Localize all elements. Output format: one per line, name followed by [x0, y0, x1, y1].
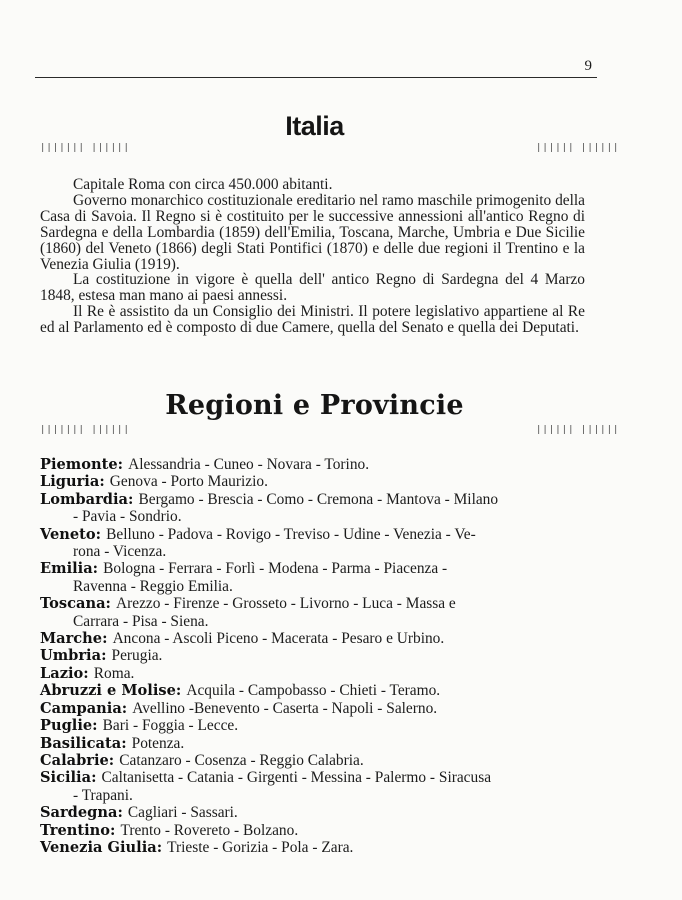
- region-colon: :: [117, 456, 129, 473]
- region-colon: :: [110, 821, 121, 839]
- region-name: Marche: [40, 630, 103, 648]
- header-rule: [35, 77, 597, 78]
- region-entry: [40, 769, 590, 804]
- provinces-text: Potenza.: [131, 734, 185, 752]
- region-name: Venezia Giulia: [40, 838, 157, 856]
- region-name: Veneto: [40, 525, 96, 543]
- region-entry: [40, 491, 590, 526]
- region-name: Sardegna: [40, 804, 118, 822]
- paragraph: Il Re è assistito da un Consiglio dei Ministri. Il potere legislativo appartiene al Re ed al Parlamento ed è composto di due Camere, quella del Senato e quella dei Deputati.: [40, 303, 585, 337]
- region-entry: [40, 735, 590, 752]
- region-colon: :: [92, 717, 103, 735]
- region-entry: [40, 456, 590, 473]
- region-entry: [40, 526, 590, 561]
- region-colon: :: [102, 630, 113, 648]
- region-name: Campania: [40, 699, 122, 717]
- provinces-text: Acquila - Campobasso - Chieti - Teramo.: [186, 682, 441, 700]
- region-name: Calabrie: [40, 751, 109, 769]
- paragraph: Capitale Roma con circa 450.000 abitanti.: [73, 176, 333, 193]
- provinces-text: Roma.: [93, 664, 135, 682]
- section-title-italia: Italia: [285, 111, 344, 141]
- provinces-text: Avellino -Benevento - Caserta - Napoli - Salerno.: [132, 699, 438, 717]
- provinces-text: Alessandria - Cuneo - Novara - Torino.: [128, 456, 370, 473]
- region-entry: [40, 700, 590, 717]
- provinces-text: Trieste - Gorizia - Pola - Zara.: [167, 838, 354, 856]
- region-colon: :: [105, 595, 117, 613]
- region-entry: [40, 717, 590, 734]
- region-entry: [40, 473, 590, 490]
- region-name: Piemonte: [40, 456, 118, 473]
- region-colon: :: [117, 804, 128, 822]
- provinces-text: Caltanisetta - Catania - Girgenti - Messina - Palermo - Siracusa: [101, 769, 492, 787]
- italia-body: [40, 177, 585, 336]
- region-name: Lazio: [40, 664, 84, 682]
- region-name: Emilia: [40, 560, 93, 578]
- region-colon: :: [128, 490, 139, 508]
- provinces-text: Ravenna - Reggio Emilia.: [73, 577, 233, 595]
- ornament-right: |||||| ||||||: [536, 425, 620, 435]
- paragraph: Governo monarchico costituzionale ereditario nel ramo maschile primogenito della Casa di Savoia. Il Regno si è costituito per le successive annessioni all'antico Regno di Sardegna e della Lombardia (1859) dell'Emilia, Toscana, Marche, Umbria e Due Sicilie (1860) del Veneto (1866) degli Stati Pontifici (1870) e delle due regioni il Trentino e la Venezia Giulia (1919).: [40, 191, 585, 273]
- paragraph: La costituzione in vigore è quella dell' antico Regno di Sardegna del 4 Marzo 1848, estesa man mano ai paesi annessi.: [40, 271, 585, 305]
- provinces-text: Cagliari - Sassari.: [127, 804, 238, 822]
- provinces-text: Arezzo - Firenze - Grosseto - Livorno - Luca - Massa e: [116, 595, 456, 613]
- ornament-left: ||||||| ||||||: [40, 425, 130, 435]
- provinces-text: Perugia.: [111, 647, 163, 665]
- region-name: Sicilia: [40, 769, 92, 787]
- section-title-regioni: Regioni e Provincie: [165, 390, 464, 421]
- provinces-text: Ancona - Ascoli Piceno - Macerata - Pesaro e Urbino.: [112, 630, 445, 648]
- provinces-text: - Trapani.: [73, 786, 133, 804]
- provinces-text: Bologna - Ferrara - Forlì - Modena - Parma - Piacenza -: [103, 560, 448, 578]
- region-entry: [40, 647, 590, 664]
- provinces-text: Trento - Rovereto - Bolzano.: [120, 821, 299, 839]
- region-entry: [40, 630, 590, 647]
- region-entry: [40, 804, 590, 821]
- region-colon: :: [175, 682, 187, 700]
- region-name: Trentino: [40, 821, 111, 839]
- page-number: 9: [584, 58, 592, 74]
- region-colon: :: [92, 560, 104, 578]
- provinces-text: Genova - Porto Maurizio.: [109, 473, 268, 491]
- region-name: Puglie: [40, 717, 93, 735]
- region-colon: :: [83, 664, 94, 682]
- region-entry: [40, 665, 590, 682]
- region-colon: :: [121, 734, 132, 752]
- provinces-text: Bergamo - Brescia - Como - Cremona - Mantova - Milano: [138, 490, 499, 508]
- provinces-text: Bari - Foggia - Lecce.: [102, 717, 239, 735]
- region-colon: :: [95, 525, 107, 543]
- ornament-left: ||||||| ||||||: [40, 143, 130, 153]
- region-colon: :: [101, 647, 112, 665]
- region-entry: [40, 839, 590, 856]
- region-entry: [40, 595, 590, 630]
- region-name: Basilicata: [40, 734, 122, 752]
- provinces-text: rona - Vicenza.: [73, 543, 167, 561]
- ornament-right: |||||| ||||||: [536, 143, 620, 153]
- regions-list: [40, 456, 590, 856]
- region-entry: [40, 560, 590, 595]
- provinces-text: Carrara - Pisa - Siena.: [73, 612, 209, 630]
- region-colon: :: [121, 699, 133, 717]
- provinces-text: Belluno - Padova - Rovigo - Treviso - Udine - Venezia - Ve-: [106, 525, 476, 543]
- region-name: Umbria: [40, 647, 102, 665]
- region-entry: [40, 822, 590, 839]
- region-name: Liguria: [40, 473, 100, 491]
- region-entry: [40, 752, 590, 769]
- region-name: Lombardia: [40, 490, 128, 508]
- region-colon: :: [99, 473, 110, 491]
- region-colon: :: [91, 769, 102, 787]
- region-name: Abruzzi e Molise: [40, 682, 176, 700]
- provinces-text: Catanzaro - Cosenza - Reggio Calabria.: [119, 751, 364, 769]
- region-name: Toscana: [40, 595, 106, 613]
- region-colon: :: [156, 838, 168, 856]
- region-entry: [40, 682, 590, 699]
- region-colon: :: [108, 751, 120, 769]
- provinces-text: - Pavia - Sondrio.: [73, 508, 182, 526]
